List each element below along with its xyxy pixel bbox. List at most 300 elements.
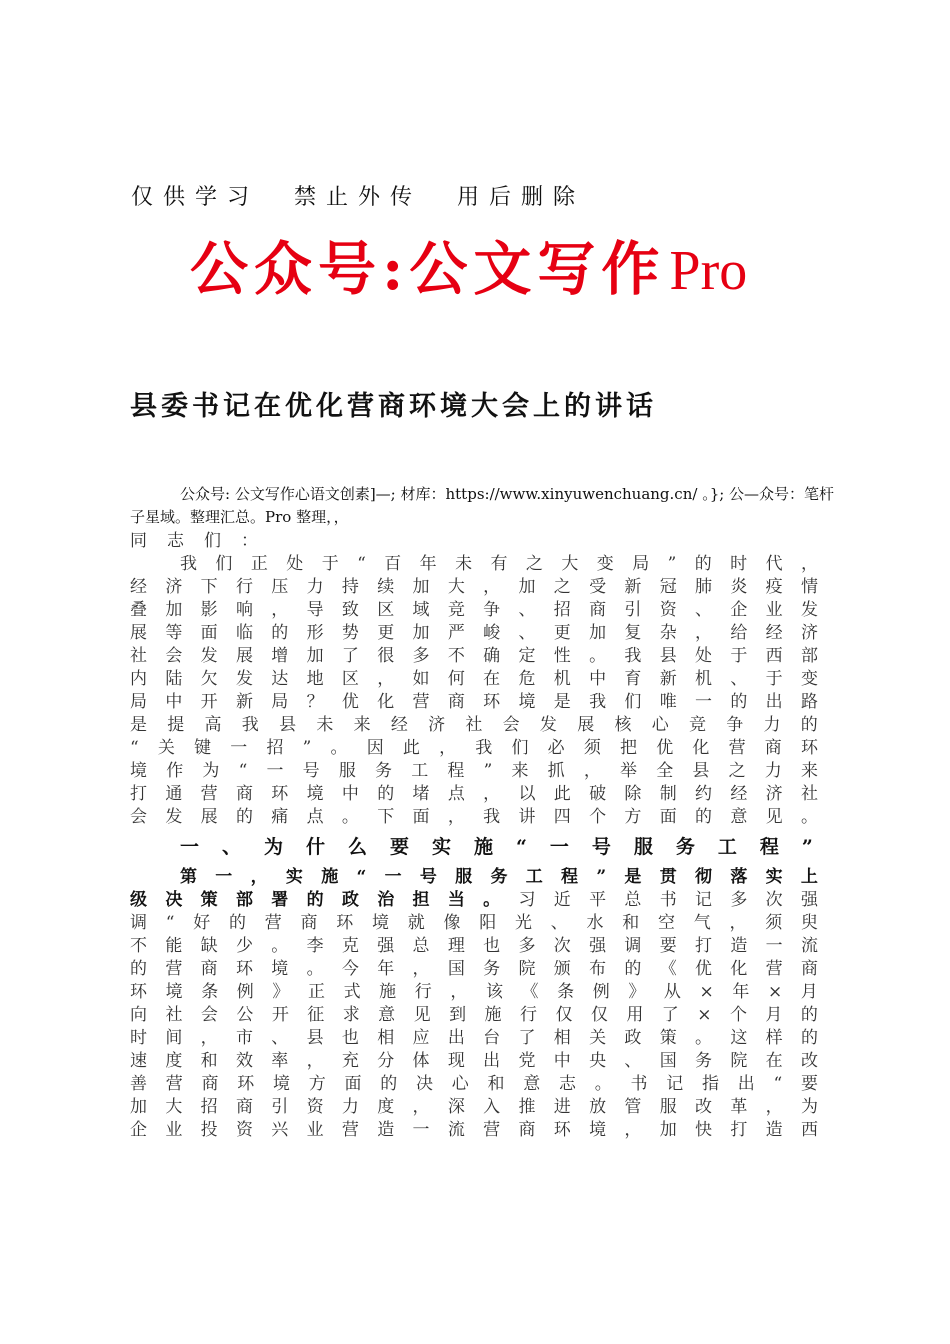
text-char: 施: [379, 982, 397, 1002]
text-char: 国: [447, 959, 465, 979]
text-char: 局: [632, 554, 650, 574]
text-char: 更: [377, 623, 395, 643]
text-char: 当: [447, 890, 465, 910]
text-char: 中: [589, 669, 607, 689]
text-char: 响: [235, 600, 253, 620]
text-char: 商: [518, 1120, 536, 1140]
text-char: 光: [514, 913, 532, 933]
text-char: 发: [165, 807, 183, 827]
text-char: 不: [447, 646, 465, 666]
text-char: 方: [308, 1074, 326, 1094]
text-char: 讲: [518, 807, 536, 827]
text-char: 新: [235, 692, 253, 712]
document-body: [130, 530, 836, 1142]
text-char: 商: [235, 784, 253, 804]
text-char: 引: [271, 1097, 289, 1117]
text-char: 总: [412, 936, 430, 956]
text-char: 变: [596, 554, 614, 574]
text-char: 四: [553, 807, 571, 827]
text-char: “: [356, 867, 367, 887]
text-char: 治: [377, 890, 395, 910]
text-char: 服: [455, 867, 473, 887]
text-char: 约: [695, 784, 712, 804]
text-char: 相: [377, 1028, 395, 1048]
text-char: 未: [455, 554, 473, 574]
text-char: 进: [553, 1097, 571, 1117]
text-char: 习: [518, 890, 536, 910]
text-char: 中: [341, 784, 359, 804]
text-char: 策: [659, 1028, 677, 1048]
text-char: 开: [200, 692, 218, 712]
text-char: 多: [518, 936, 536, 956]
text-char: 境: [589, 1120, 607, 1140]
text-char: 环: [235, 959, 253, 979]
text-char: 。: [594, 1074, 612, 1094]
text-char: 环: [800, 738, 818, 758]
text-char: 营: [341, 1120, 359, 1140]
text-char: 和: [622, 913, 640, 933]
text-char: 提: [167, 715, 185, 735]
text-char: 气: [693, 913, 711, 933]
text-char: 我: [180, 554, 197, 574]
text-char: 分: [377, 1051, 395, 1071]
text-char: 能: [165, 936, 183, 956]
text-char: 务: [695, 1051, 712, 1071]
text-char: 。: [800, 807, 818, 827]
text-char: 境: [371, 913, 389, 933]
text-char: 欠: [200, 669, 218, 689]
text-char: 臾: [800, 913, 818, 933]
text-char: 性: [553, 646, 571, 666]
text-char: 陆: [165, 669, 183, 689]
document-title: 县委书记在优化营商环境大会上的讲话: [130, 391, 657, 422]
text-char: 营: [483, 1120, 501, 1140]
text-char: ，: [447, 807, 465, 827]
text-char: 市: [235, 1028, 253, 1048]
text-char: 济: [165, 577, 183, 597]
text-char: 次: [553, 936, 571, 956]
text-char: 业: [165, 1120, 183, 1140]
text-char: ，: [729, 913, 747, 933]
text-char: 革: [730, 1097, 748, 1117]
text-char: 发: [235, 669, 253, 689]
text-char: 化: [377, 692, 395, 712]
text-char: 造: [377, 1120, 395, 1140]
text-char: 开: [271, 1005, 289, 1025]
paragraph2-line: [130, 1027, 818, 1050]
text-char: 加: [306, 646, 324, 666]
text-char: 好: [193, 913, 211, 933]
text-char: 力: [306, 577, 324, 597]
text-char: 百: [384, 554, 402, 574]
text-char: 也: [483, 936, 501, 956]
text-char: ，: [624, 1120, 642, 1140]
text-char: 打: [695, 936, 712, 956]
text-char: 持: [341, 577, 359, 597]
text-char: 年: [377, 959, 395, 979]
text-char: 优: [656, 738, 674, 758]
text-char: 用: [626, 1005, 644, 1025]
text-char: 资: [235, 1120, 253, 1140]
paragraph1-line: [130, 783, 818, 806]
text-char: 加: [659, 1120, 677, 1140]
text-char: 入: [483, 1097, 501, 1117]
text-char: 济: [428, 715, 446, 735]
text-char: 争: [726, 715, 744, 735]
text-char: 方: [624, 807, 642, 827]
text-char: 例: [236, 982, 254, 1002]
text-char: 危: [518, 669, 536, 689]
paragraph1-line: [130, 645, 818, 668]
text-char: 地: [306, 669, 324, 689]
text-char: 体: [412, 1051, 430, 1071]
text-char: 书: [630, 1074, 648, 1094]
text-char: 须: [583, 738, 601, 758]
text-char: 式: [343, 982, 361, 1002]
text-char: 政: [341, 890, 359, 910]
text-char: 强: [589, 936, 607, 956]
text-char: 县: [279, 715, 297, 735]
paragraph2-line: [130, 935, 818, 958]
text-char: 》: [628, 982, 646, 1002]
text-char: 新: [624, 577, 642, 597]
text-char: 们: [511, 738, 529, 758]
text-char: 定: [518, 646, 536, 666]
text-char: 施: [321, 867, 339, 887]
text-char: 、: [624, 1051, 642, 1071]
text-char: 、: [518, 623, 536, 643]
text-char: 克: [341, 936, 359, 956]
text-char: 见: [413, 1005, 431, 1025]
text-char: 是: [624, 867, 642, 887]
text-char: 院: [730, 1051, 748, 1071]
text-char: 一: [412, 1120, 430, 1140]
text-char: 部: [800, 646, 818, 666]
text-char: 叠: [130, 600, 147, 620]
text-char: 为: [800, 1097, 818, 1117]
text-char: 情: [800, 577, 818, 597]
paragraph2-line: [130, 1004, 818, 1027]
text-char: ，: [439, 738, 457, 758]
text-char: 理: [447, 936, 465, 956]
text-char: 化: [692, 738, 710, 758]
text-char: 应: [412, 1028, 430, 1048]
text-char: 实: [765, 867, 783, 887]
text-char: ，: [483, 577, 501, 597]
text-char: 面: [344, 1074, 362, 1094]
text-char: 加: [130, 1097, 147, 1117]
text-char: 商: [764, 738, 782, 758]
text-char: 抓: [547, 761, 565, 781]
text-char: 少: [235, 936, 253, 956]
text-char: 。: [695, 1028, 712, 1048]
text-char: 形: [306, 623, 324, 643]
text-char: 发: [200, 646, 218, 666]
text-char: 部: [235, 890, 253, 910]
text-char: 展: [130, 623, 147, 643]
text-char: 以: [518, 784, 536, 804]
text-char: 峻: [483, 623, 501, 643]
text-char: 社: [165, 1005, 183, 1025]
text-char: 颁: [553, 959, 571, 979]
text-char: 们: [624, 692, 642, 712]
text-char: 志: [167, 531, 184, 551]
text-char: 会: [200, 1005, 218, 1025]
text-char: 强: [377, 936, 395, 956]
paragraph2-line: [130, 981, 818, 1004]
text-char: 服: [659, 1097, 677, 1117]
paragraph1-line: [130, 599, 818, 622]
text-char: 除: [624, 784, 642, 804]
text-char: 打: [130, 784, 147, 804]
text-char: 环: [483, 692, 501, 712]
text-char: 在: [483, 669, 501, 689]
text-char: 下: [377, 807, 395, 827]
text-char: 商: [800, 959, 818, 979]
text-char: 。: [341, 807, 359, 827]
text-char: 发: [539, 715, 557, 735]
paragraph2-line: [130, 1073, 818, 1096]
text-char: 条: [557, 982, 575, 1002]
text-char: 确: [483, 646, 501, 666]
text-char: 境: [271, 959, 289, 979]
text-char: 发: [800, 600, 818, 620]
text-char: 境: [273, 1074, 290, 1094]
text-char: 落: [730, 867, 748, 887]
text-char: 心: [451, 1074, 469, 1094]
text-char: 痛: [271, 807, 289, 827]
text-char: 造: [730, 936, 748, 956]
text-char: 县: [692, 761, 710, 781]
text-char: 水: [586, 913, 604, 933]
text-char: 出: [765, 692, 783, 712]
text-char: 续: [377, 577, 395, 597]
text-char: 区: [377, 600, 395, 620]
text-char: 一: [695, 692, 712, 712]
text-char: 平: [589, 890, 607, 910]
text-char: 境: [306, 784, 324, 804]
text-char: 来: [511, 761, 529, 781]
paragraph1-line: [130, 806, 818, 829]
text-char: 营: [728, 738, 746, 758]
text-char: 意: [730, 807, 748, 827]
text-char: 了: [341, 646, 359, 666]
text-char: 深: [447, 1097, 465, 1117]
text-char: 流: [447, 1120, 465, 1140]
paragraph1-line: [130, 714, 818, 737]
text-char: 是: [553, 692, 571, 712]
text-char: 复: [624, 623, 642, 643]
text-char: 肺: [695, 577, 712, 597]
text-char: 此: [553, 784, 571, 804]
text-char: 招: [266, 738, 284, 758]
text-char: 推: [518, 1097, 536, 1117]
text-char: 次: [765, 890, 783, 910]
text-char: 影: [200, 600, 218, 620]
text-char: 力: [763, 715, 781, 735]
paragraph-first-point: [130, 912, 818, 1142]
text-char: 面: [412, 807, 430, 827]
text-char: 商: [200, 959, 218, 979]
text-char: ，: [200, 1028, 218, 1048]
paragraph1-line: [130, 553, 818, 576]
text-char: 缺: [200, 936, 218, 956]
usage-notice: [131, 180, 603, 211]
text-char: 。: [306, 959, 324, 979]
text-char: 的: [235, 807, 253, 827]
text-char: 竞: [447, 600, 465, 620]
text-char: 一: [384, 867, 402, 887]
text-char: ？: [306, 692, 324, 712]
text-char: 实: [285, 867, 303, 887]
text-char: 何: [447, 669, 465, 689]
text-char: 等: [165, 623, 183, 643]
notice-part-delete: 用后删除: [457, 185, 586, 210]
text-char: 公: [236, 1005, 254, 1025]
text-char: “: [357, 554, 366, 574]
text-char: 度: [165, 1051, 183, 1071]
text-char: 面: [200, 623, 218, 643]
text-char: 上: [800, 867, 818, 887]
text-char: 处: [695, 646, 712, 666]
text-char: 的: [800, 1028, 818, 1048]
text-char: 彻: [695, 867, 713, 887]
text-char: ”: [483, 761, 493, 781]
text-char: 济: [800, 623, 818, 643]
text-char: 展: [577, 715, 595, 735]
text-char: 该: [485, 982, 503, 1002]
text-char: 政: [624, 1028, 642, 1048]
text-char: 的: [694, 554, 712, 574]
text-char: 资: [306, 1097, 324, 1117]
text-char: 经: [390, 715, 408, 735]
text-char: 压: [271, 577, 289, 597]
text-char: 出: [447, 1028, 465, 1048]
text-char: 处: [286, 554, 304, 574]
text-char: “: [130, 738, 139, 758]
text-char: 服: [338, 761, 356, 781]
text-char: 程: [447, 761, 465, 781]
text-char: 的: [380, 1074, 398, 1094]
text-char: 一: [215, 867, 233, 887]
text-char: 空: [657, 913, 675, 933]
text-char: 的: [130, 959, 147, 979]
text-char: 时: [130, 1028, 147, 1048]
text-char: 企: [730, 600, 748, 620]
text-char: 样: [765, 1028, 783, 1048]
text-char: 代: [765, 554, 783, 574]
text-char: 如: [412, 669, 430, 689]
text-char: ，: [412, 1097, 430, 1117]
text-char: 营: [765, 959, 783, 979]
text-char: 必: [547, 738, 565, 758]
text-char: 受: [589, 577, 607, 597]
text-char: “: [165, 913, 175, 933]
brand-label: 公众号:公文写作: [190, 235, 666, 303]
text-char: 力: [764, 761, 782, 781]
text-char: 条: [201, 982, 219, 1002]
paragraph1-line: [130, 691, 818, 714]
text-char: ，: [583, 761, 601, 781]
text-char: 达: [271, 669, 289, 689]
text-char: 总: [624, 890, 642, 910]
text-char: 们: [215, 554, 233, 574]
text-char: 经: [130, 577, 147, 597]
text-char: 第: [180, 867, 197, 887]
text-char: 的: [695, 807, 712, 827]
text-char: 务: [483, 959, 501, 979]
text-char: 须: [765, 913, 783, 933]
text-char: 点: [306, 807, 324, 827]
text-char: 善: [130, 1074, 147, 1094]
text-char: 把: [620, 738, 638, 758]
text-char: 我: [483, 807, 501, 827]
text-char: 商: [235, 1097, 253, 1117]
paragraph2-line: [130, 1050, 818, 1073]
text-char: 来: [800, 761, 818, 781]
text-char: ，: [271, 600, 289, 620]
text-char: ，: [483, 784, 501, 804]
text-char: 一: [266, 761, 284, 781]
text-char: ，: [306, 1051, 324, 1071]
text-char: 月: [800, 982, 818, 1002]
text-char: 境: [165, 982, 183, 1002]
text-char: 业: [306, 1120, 324, 1140]
text-char: 县: [306, 1028, 324, 1048]
text-char: 变: [800, 669, 818, 689]
text-char: 更: [553, 623, 571, 643]
text-char: 核: [614, 715, 632, 735]
text-char: 点: [447, 784, 465, 804]
text-char: 会: [502, 715, 520, 735]
text-char: 今: [341, 959, 359, 979]
text-char: 的: [271, 623, 289, 643]
text-char: 引: [624, 600, 642, 620]
paragraph-intro: [130, 553, 818, 829]
text-char: 决: [416, 1074, 433, 1094]
text-char: 是: [130, 715, 147, 735]
text-char: 院: [518, 959, 536, 979]
text-char: 于: [321, 554, 339, 574]
text-char: 号: [419, 867, 437, 887]
text-char: 放: [589, 1097, 607, 1117]
text-char: 堵: [412, 784, 430, 804]
text-char: 心: [651, 715, 669, 735]
text-char: 也: [341, 1028, 359, 1048]
text-char: 了: [661, 1005, 679, 1025]
text-char: 效: [235, 1051, 253, 1071]
text-char: 决: [165, 890, 183, 910]
text-char: 时: [730, 554, 748, 574]
text-char: 我: [624, 646, 642, 666]
text-char: 于: [765, 669, 783, 689]
text-char: 环: [271, 784, 289, 804]
text-char: 行: [519, 1005, 537, 1025]
text-char: 的: [730, 692, 748, 712]
text-char: 改: [800, 1051, 818, 1071]
text-char: 行: [414, 982, 432, 1002]
text-char: 举: [620, 761, 638, 781]
text-char: 出: [483, 1051, 501, 1071]
source-meta: 公众号: 公文写作心语文创素]—; 材库：https://www.xinyuwenchuang.cn/ 。}; 公—众号：笔杆子星域。整理汇总。Pro 整理，，: [130, 485, 835, 526]
text-char: 布: [589, 959, 607, 979]
text-char: 务: [375, 761, 393, 781]
text-char: 要: [800, 1074, 818, 1094]
text-char: 的: [228, 913, 246, 933]
text-char: 增: [271, 646, 289, 666]
text-char: 给: [730, 623, 748, 643]
text-char: ，: [450, 982, 468, 1002]
